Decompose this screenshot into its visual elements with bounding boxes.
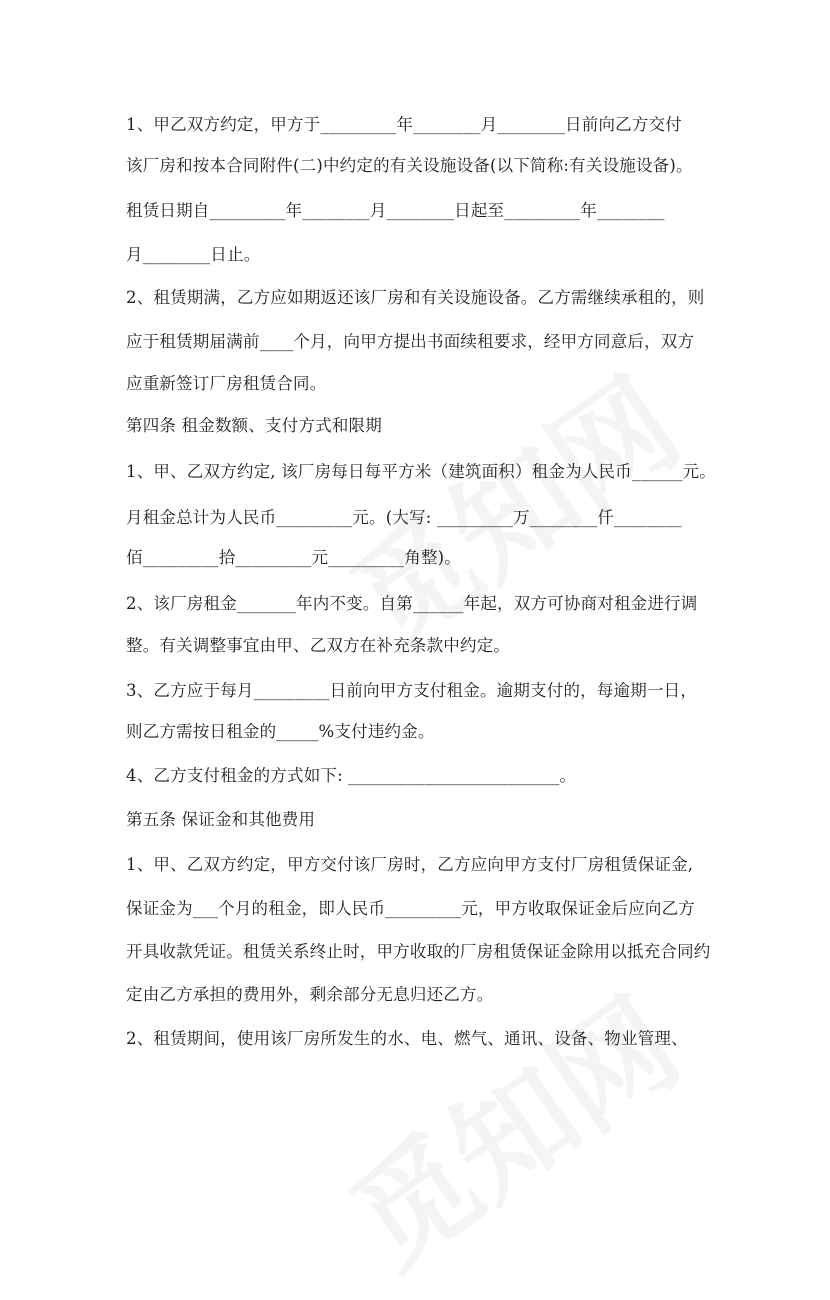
paragraph-line: 1、甲、乙双方约定, 该厂房每日每平方米（建筑面积）租金为人民币______元。 [126,462,716,481]
section-heading: 第四条 租金数额、支付方式和限期 [126,416,382,435]
paragraph-line: 2、该厂房租金_______年内不变。自第______年起，双方可协商对租金进行调 [126,594,698,613]
paragraph-line: 1、甲、乙双方约定，甲方交付该厂房时，乙方应向甲方支付厂房租赁保证金, [126,855,694,874]
paragraph-line: 1、甲乙双方约定，甲方于_________年________月________日前向乙方交付 [126,115,682,134]
section-heading: 第五条 保证金和其他费用 [126,810,316,829]
paragraph-line: 应重新签订厂房租赁合同。 [126,374,327,393]
paragraph-line: 租赁日期自_________年________月________日起至_________年________ [126,201,665,220]
paragraph-line: 2、租赁期间，使用该厂房所发生的水、电、燃气、通讯、设备、物业管理、 [126,1029,688,1048]
paragraph-line: 则乙方需按日租金的_____%支付违约金。 [126,722,435,741]
paragraph-line: 应于租赁期届满前____个月，向甲方提出书面续租要求，经甲方同意后，双方 [126,332,695,351]
paragraph-line: 月租金总计为人民币_________元。(大写: _________万________仟________ [126,508,682,527]
paragraph-line: 4、乙方支付租金的方式如下: _________________________。 [126,766,577,785]
watermark [313,332,707,679]
paragraph-line: 佰_________拾_________元_________角整)。 [126,548,461,567]
paragraph-line: 整。有关调整事宜由甲、乙双方在补充条款中约定。 [126,636,511,655]
paragraph-line: 2、租赁期满，乙方应如期返还该厂房和有关设施设备。乙方需继续承租的，则 [126,288,705,307]
paragraph-line: 月________日止。 [126,245,261,264]
paragraph-line: 开具收款凭证。租赁关系终止时，甲方收取的厂房租赁保证金除用以抵充合同约 [126,942,711,961]
paragraph-line: 定由乙方承担的费用外，剩余部分无息归还乙方。 [126,985,494,1004]
paragraph-line: 3、乙方应于每月_________日前向甲方支付租金。逾期支付的，每逾期一日， [126,681,698,700]
paragraph-line: 保证金为___个月的租金，即人民币_________元，甲方收取保证金后应向乙方 [126,899,695,918]
paragraph-line: 该厂房和按本合同附件(二)中约定的有关设施设备(以下简称:有关设施设备)。 [126,156,693,175]
